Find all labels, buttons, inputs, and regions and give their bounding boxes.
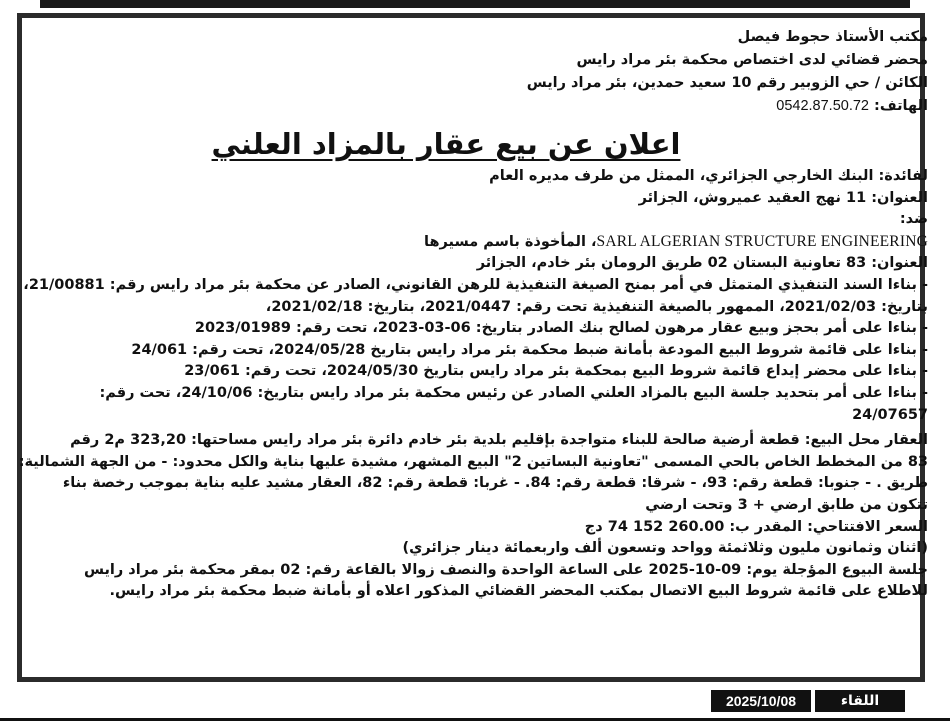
phone-label: الهاتف:	[874, 98, 928, 114]
debtor-latin-name: SARL ALGERIAN STRUCTURE ENGINEERING	[596, 232, 928, 250]
property-line: طريق . - جنوبا: قطعة رقم: 93، - شرقا: قطعة رقم: 84. - غربا: قطعة رقم: 82، العقار مشيد عليه بناية بموجب رخصة بناء	[62, 475, 928, 492]
page-title: اعلان عن بيع عقار بالمزاد العلني	[211, 127, 681, 161]
footer-bar	[40, 690, 910, 712]
top-border-strip	[40, 0, 910, 8]
creditor-address: العنوان: 11 نهج العقيد عميروش، الجزائر	[638, 189, 928, 206]
price-in-words: (اثنان وثمانون مليون وثلاثمئة وواحد وتسعون ألف واربعمائة دينار جزائري)	[402, 540, 928, 557]
ground-line: - بناءا على محضر إيداع قائمة شروط البيع بمحكمة بئر مراد رايس بتاريخ 2024/05/30، تحت رقم: 23/061	[184, 363, 928, 380]
office-name: مكتب الأستاذ حجوط فيصل	[737, 29, 928, 45]
against-label: ضد:	[899, 211, 928, 228]
ground-line: بتاريخ: 2021/02/03، الممهور بالصيغة التنفيذية تحت رقم: 2021/0447، بتاريخ: 2021/02/18،	[265, 298, 928, 315]
debtor-name-suffix: ، المأخوذة باسم مسيرها	[424, 233, 597, 250]
session-line: جلسة البيوع المؤجلة يوم: 09-10-2025 على الساعة الواحدة والنصف زوالا بالقاعة رقم: 02 بمقر محكمة بئر مراد رايس	[83, 561, 928, 578]
debtor-address: العنوان: 83 تعاونية البستان 02 طريق الرومان بئر خادم، الجزائر	[476, 255, 928, 272]
property-line: العقار محل البيع: قطعة أرضية صالحة للبناء متواجدة بإقليم بلدية بئر خادم دائرة بئر مراد رايس مساحتها: 323,20 م2 رقم	[70, 432, 928, 449]
ground-line: - بناءا السند التنفيذي المتمثل في أمر بمنح الصيغة التنفيذية للرهن القانوني، الصادر عن محكمة بئر مراد رايس رقم: 21/00881،	[23, 276, 928, 293]
property-line: 83 من المخطط الخاص بالحي المسمى "تعاونية البساتين 2" البيع المشهر، مشيدة عليها بناية والكل محدود: - من الجهة الشمالية:	[18, 453, 928, 470]
newspaper-name: اللقاء	[815, 690, 905, 712]
legal-notice	[18, 26, 928, 603]
office-phone	[34, 95, 928, 118]
ground-line: - بناءا على أمر بتحديد جلسة البيع بالمزاد العلني الصادر عن رئيس محكمة بئر مراد رايس بتاريخ: 24/10/06، تحت رقم:	[99, 384, 928, 401]
creditor-beneficiary: لفائدة: البنك الخارجي الجزائري، الممثل من طرف مديره العام	[489, 168, 928, 184]
opening-price: السعر الافتتاحي: المقدر ب: 260.00 152 74 دج	[584, 518, 928, 535]
office-address: الكائن / حي الزوبير رقم 10 سعيد حمدين، بئر مراد رايس	[526, 75, 928, 91]
ground-line: - بناءا على قائمة شروط البيع المودعة بأمانة ضبط محكمة بئر مراد رايس بتاريخ 2024/05/28، تحت رقم: 24/061	[131, 341, 928, 358]
ground-line: 24/07657	[852, 406, 928, 423]
office-role: محضر قضائي لدى اختصاص محكمة بئر مراد رايس	[576, 52, 928, 68]
phone-number: 0542.87.50.72	[776, 98, 869, 114]
ground-line: - بناءا على أمر بحجز وبيع عقار مرهون لصالح بنك الصادر بتاريخ: 06-03-2023، تحت رقم: 2023/01989	[194, 320, 928, 337]
publication-date: 2025/10/08	[711, 690, 811, 712]
bottom-rule	[0, 718, 950, 721]
session-line: للاطلاع على قائمة شروط البيع الاتصال بمكتب المحضر القضائي المذكور اعلاه أو بأمانة ضبط محكمة بئر مراد رايس.	[109, 583, 928, 600]
property-line: تتكون من طابق ارضي + 3 وتحت ارضي	[645, 496, 928, 513]
debtor-name	[34, 231, 928, 254]
